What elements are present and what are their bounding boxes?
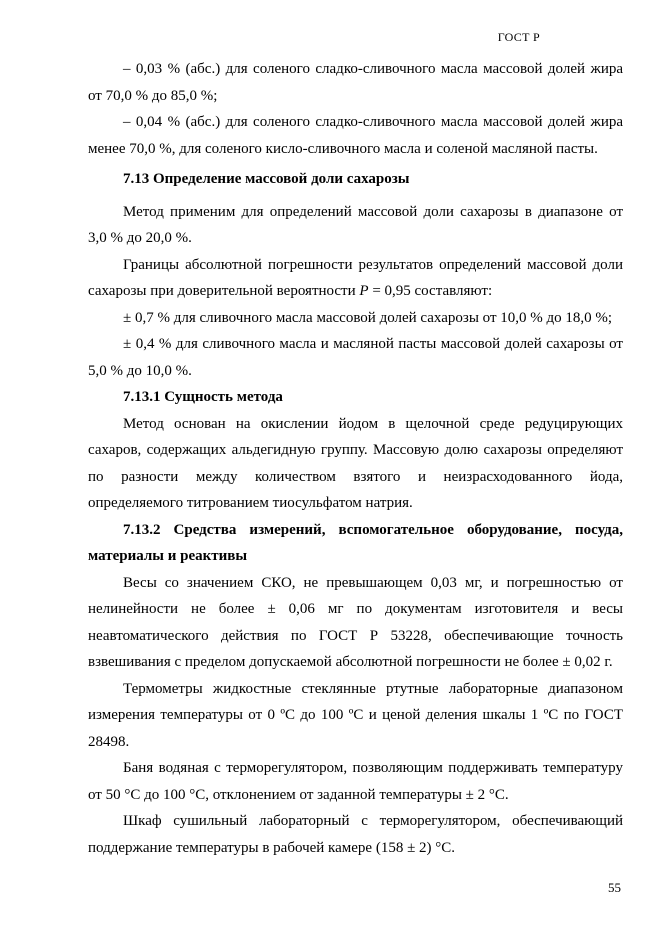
paragraph-error-paste: ± 0,4 % для сливочного масла и масляной пасты массовой долей сахарозы от 5,0 % до 10,0 %. xyxy=(88,336,623,379)
section-heading-7-13: 7.13 Определение массовой доли сахарозы xyxy=(123,171,410,187)
page-number: 55 xyxy=(608,880,621,895)
paragraph-error-butter: ± 0,7 % для сливочного масла массовой долей сахарозы от 10,0 % до 18,0 %; xyxy=(123,309,613,326)
document-body xyxy=(88,56,623,861)
paragraph-error-bounds: Границы абсолютной погрешности результатов определений массовой доли сахарозы при доверительной вероятности P = 0,95 составляют: xyxy=(88,256,623,299)
paragraph-tolerance-70-85: – 0,03 % (абс.) для соленого сладко-сливочного масла массовой долей жира от 70,0 % до 85,0 %; xyxy=(88,61,623,104)
section-heading-7-13-1: 7.13.1 Сущность метода xyxy=(123,389,283,405)
paragraph-water-bath: Баня водяная с терморегулятором, позволяющим поддерживать температуру от 50 °С до 100 °С, отклонением от заданной температуры ± 2 °С. xyxy=(88,760,623,803)
standard-label: ГОСТ Р xyxy=(497,30,540,44)
probability-variable: P xyxy=(359,283,369,299)
paragraph-tolerance-below-70: – 0,04 % (абс.) для соленого сладко-сливочного масла массовой долей жира менее 70,0 %, для соленого кисло-сливочного масла и соленой масляной пасты. xyxy=(88,114,623,157)
paragraph-drying-cabinet: Шкаф сушильный лабораторный с терморегулятором, обеспечивающий поддержание температуры в рабочей камере (158 ± 2) °С. xyxy=(88,813,623,856)
paragraph-method-essence: Метод основан на окислении йодом в щелочной среде редуцирующих сахаров, содержащих альдегидную группу. Массовую долю сахарозы определяют по разности между количеством взятого и неизрасходованного йода, определяемого титрованием тиосульфатом натрия. xyxy=(88,415,623,511)
paragraph-method-range: Метод применим для определений массовой доли сахарозы в диапазоне от 3,0 % до 20,0 %. xyxy=(88,203,623,246)
section-heading-7-13-2: 7.13.2 Средства измерений, вспомогательное оборудование, посуда, материалы и реактивы xyxy=(88,521,623,564)
document-header xyxy=(498,30,540,45)
paragraph-scales: Весы со значением СКО, не превышающем 0,03 мг, и погрешностью от нелинейности не более ± 0,06 мг по документам изготовителя и весы неавтоматического действия по ГОСТ Р 53228, обеспечивающие точность взвешивания с пределом допускаемой абсолютной погрешности не более ± 0,02 г. xyxy=(88,574,623,670)
paragraph-thermometers: Термометры жидкостные стеклянные ртутные лабораторные диапазоном измерения температуры от 0 ºС до 100 ºС и ценой деления шкалы 1 ºС по ГОСТ 28498. xyxy=(88,680,623,750)
